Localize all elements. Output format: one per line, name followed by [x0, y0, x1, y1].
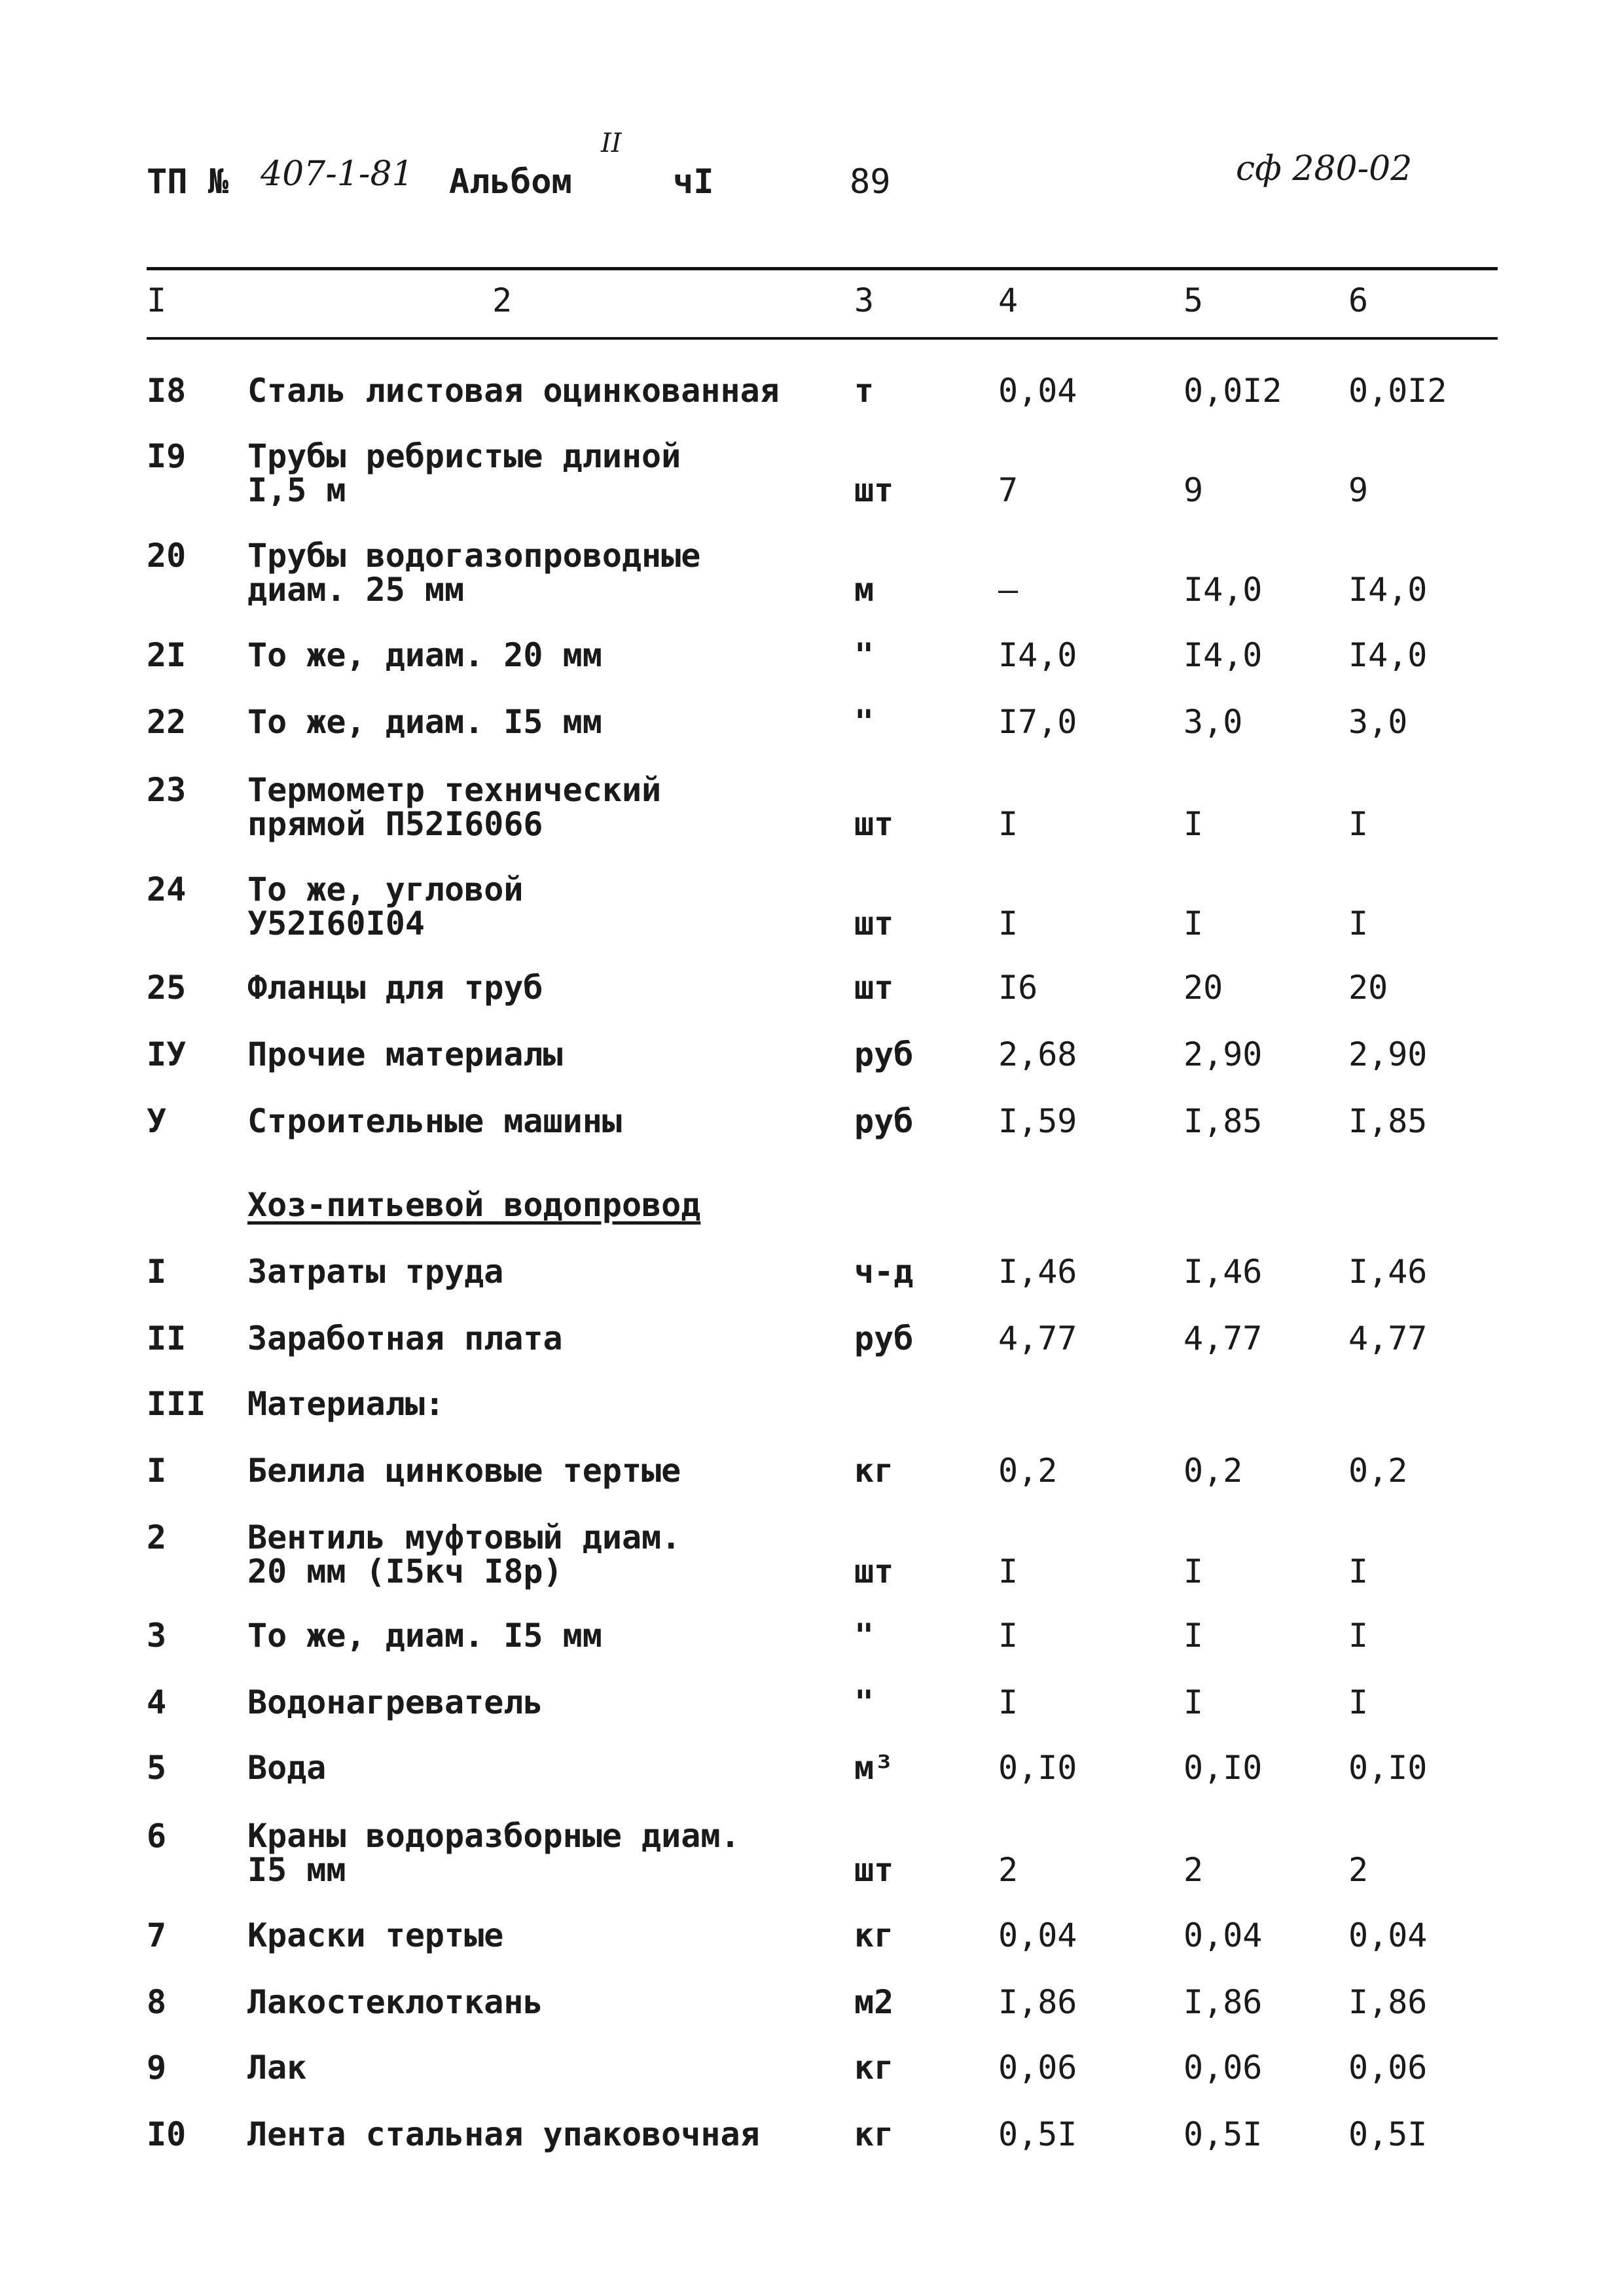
item-name: Строительные машины [247, 1102, 622, 1140]
page-number: 89 [850, 162, 891, 202]
value-col-6: 0,06 [1348, 2049, 1428, 2087]
value-col-6: 0,I0 [1348, 1749, 1428, 1787]
item-name: Вода [247, 1749, 327, 1787]
value-col-6: 3,0 [1348, 703, 1408, 741]
value-col-4: I [998, 1617, 1019, 1655]
item-name: Лакостеклоткань [247, 1983, 543, 2021]
value-col-5: I,85 [1183, 1102, 1263, 1140]
value-col-6: I,85 [1348, 1102, 1428, 1140]
item-name-continued: 20 мм (I5кч I8р) [247, 1552, 563, 1590]
value-col-6: I4,0 [1348, 571, 1428, 609]
value-col-4: 0,04 [998, 1916, 1077, 1954]
album-label: Альбом [449, 162, 572, 202]
value-col-6: 4,77 [1348, 1319, 1428, 1357]
unit: шт [854, 969, 894, 1007]
unit: " [854, 703, 875, 741]
unit: м2 [854, 1983, 894, 2021]
unit: м [854, 571, 875, 609]
row-number: I [147, 1452, 167, 1490]
value-col-6: I [1348, 1683, 1369, 1721]
unit: кг [854, 2049, 894, 2087]
row-number: 2I [147, 636, 187, 674]
value-col-4: I7,0 [998, 703, 1077, 741]
unit: руб [854, 1035, 914, 1073]
item-name: Материалы: [247, 1385, 445, 1423]
value-col-6: I [1348, 1617, 1369, 1655]
value-col-6: 20 [1348, 969, 1388, 1007]
value-col-5: I4,0 [1183, 571, 1263, 609]
document-code: сф 280-02 [1236, 149, 1413, 188]
value-col-6: I4,0 [1348, 636, 1428, 674]
value-col-4: I4,0 [998, 636, 1077, 674]
value-col-6: I [1348, 1552, 1369, 1590]
value-col-5: 4,77 [1183, 1319, 1263, 1357]
value-col-6: 2 [1348, 1851, 1369, 1889]
item-name-continued: прямой П52I6066 [247, 805, 543, 843]
part-label: чI [673, 162, 714, 202]
row-number: 22 [147, 703, 187, 741]
value-col-5: 0,0I2 [1183, 372, 1282, 410]
value-col-5: I [1183, 805, 1204, 843]
column-header-6: 6 [1348, 281, 1369, 319]
item-name: Сталь листовая оцинкованная [247, 372, 780, 410]
item-name: Термометр технический [247, 771, 662, 809]
row-number: 4 [147, 1683, 167, 1721]
unit: шт [854, 471, 894, 509]
value-col-4: I6 [998, 969, 1038, 1007]
unit: кг [854, 1452, 894, 1490]
value-col-4: 4,77 [998, 1319, 1077, 1357]
value-col-4: 0,06 [998, 2049, 1077, 2087]
row-number: 9 [147, 2049, 167, 2087]
row-number: 25 [147, 969, 187, 1007]
row-number: III [147, 1385, 206, 1423]
item-name: Водонагреватель [247, 1683, 543, 1721]
value-col-5: 0,I0 [1183, 1749, 1263, 1787]
item-name-continued: диам. 25 мм [247, 571, 465, 609]
unit: шт [854, 1552, 894, 1590]
value-col-5: I [1183, 905, 1204, 942]
value-col-6: 2,90 [1348, 1035, 1428, 1073]
row-number: 2 [147, 1518, 167, 1556]
row-number: 6 [147, 1817, 167, 1855]
row-number: 20 [147, 537, 187, 575]
row-number: IУ [147, 1035, 187, 1073]
value-col-4: 0,5I [998, 2115, 1077, 2153]
column-header-1: I [147, 281, 167, 319]
value-col-5: I [1183, 1683, 1204, 1721]
item-name: Лак [247, 2049, 307, 2087]
item-name: Прочие материалы [247, 1035, 563, 1073]
item-name: То же, диам. I5 мм [247, 1617, 602, 1655]
value-col-4: I,46 [998, 1253, 1077, 1291]
unit: т [854, 372, 875, 410]
value-col-6: 9 [1348, 471, 1369, 509]
item-name: Краны водоразборные диам. [247, 1817, 740, 1855]
row-number: I8 [147, 372, 187, 410]
value-col-5: 2,90 [1183, 1035, 1263, 1073]
value-col-6: 0,04 [1348, 1916, 1428, 1954]
row-number: II [147, 1319, 187, 1357]
value-col-6: 0,2 [1348, 1452, 1408, 1490]
item-name: Фланцы для труб [247, 969, 543, 1007]
unit: кг [854, 1916, 894, 1954]
value-col-4: 0,I0 [998, 1749, 1077, 1787]
row-number: I [147, 1253, 167, 1291]
unit: шт [854, 905, 894, 942]
row-number: I0 [147, 2115, 187, 2153]
row-number: I9 [147, 437, 187, 475]
row-number: 5 [147, 1749, 167, 1787]
column-header-3: 3 [854, 281, 875, 319]
value-col-4: 0,2 [998, 1452, 1058, 1490]
value-col-4: I [998, 1552, 1019, 1590]
value-col-6: I,86 [1348, 1983, 1428, 2021]
item-name-continued: I,5 м [247, 471, 346, 509]
item-name: То же, угловой [247, 870, 524, 908]
column-header-5: 5 [1183, 281, 1204, 319]
unit: кг [854, 2115, 894, 2153]
item-name: Лента стальная упаковочная [247, 2115, 760, 2153]
value-col-5: 3,0 [1183, 703, 1243, 741]
value-col-4: – [998, 571, 1019, 609]
value-col-5: 2 [1183, 1851, 1204, 1889]
column-header-4: 4 [998, 281, 1019, 319]
row-number: 23 [147, 771, 187, 809]
row-number: У [147, 1102, 167, 1140]
section-heading: Хоз-питьевой водопровод [247, 1186, 701, 1224]
value-col-5: I [1183, 1552, 1204, 1590]
unit: " [854, 1683, 875, 1721]
row-number: 24 [147, 870, 187, 908]
value-col-6: 0,0I2 [1348, 372, 1447, 410]
item-name: То же, диам. 20 мм [247, 636, 602, 674]
value-col-6: I,46 [1348, 1253, 1428, 1291]
value-col-5: 20 [1183, 969, 1223, 1007]
value-col-4: I [998, 805, 1019, 843]
unit: " [854, 1617, 875, 1655]
value-col-5: I [1183, 1617, 1204, 1655]
tp-number: 407-1-81 [261, 154, 414, 194]
value-col-4: 0,04 [998, 372, 1077, 410]
row-number: 7 [147, 1916, 167, 1954]
item-name: Заработная плата [247, 1319, 563, 1357]
value-col-6: I [1348, 905, 1369, 942]
tp-label: ТП № [147, 162, 229, 202]
item-name: Краски тертые [247, 1916, 504, 1954]
value-col-5: I,86 [1183, 1983, 1263, 2021]
value-col-4: I,59 [998, 1102, 1077, 1140]
item-name: Трубы водогазопроводные [247, 537, 701, 575]
unit: м³ [854, 1749, 894, 1787]
value-col-5: 0,06 [1183, 2049, 1263, 2087]
value-col-4: 2,68 [998, 1035, 1077, 1073]
value-col-5: 0,5I [1183, 2115, 1263, 2153]
unit: шт [854, 805, 894, 843]
value-col-5: 9 [1183, 471, 1204, 509]
unit: руб [854, 1319, 914, 1357]
value-col-5: 0,2 [1183, 1452, 1243, 1490]
value-col-4: I [998, 905, 1019, 942]
unit: руб [854, 1102, 914, 1140]
item-name-continued: У52I60I04 [247, 905, 425, 942]
value-col-5: I4,0 [1183, 636, 1263, 674]
row-number: 8 [147, 1983, 167, 2021]
value-col-4: I [998, 1683, 1019, 1721]
value-col-5: 0,04 [1183, 1916, 1263, 1954]
value-col-6: I [1348, 805, 1369, 843]
value-col-6: 0,5I [1348, 2115, 1428, 2153]
item-name: То же, диам. I5 мм [247, 703, 602, 741]
item-name: Вентиль муфтовый диам. [247, 1518, 681, 1556]
unit: шт [854, 1851, 894, 1889]
value-col-4: 7 [998, 471, 1019, 509]
unit: ч-д [854, 1253, 914, 1291]
album-number: II [601, 128, 622, 158]
value-col-4: I,86 [998, 1983, 1077, 2021]
item-name: Трубы ребристые длиной [247, 437, 681, 475]
item-name: Затраты труда [247, 1253, 504, 1291]
unit: " [854, 636, 875, 674]
value-col-4: 2 [998, 1851, 1019, 1889]
item-name: Белила цинковые тертые [247, 1452, 681, 1490]
value-col-5: I,46 [1183, 1253, 1263, 1291]
row-number: 3 [147, 1617, 167, 1655]
column-header-2: 2 [492, 281, 513, 319]
item-name-continued: I5 мм [247, 1851, 346, 1889]
